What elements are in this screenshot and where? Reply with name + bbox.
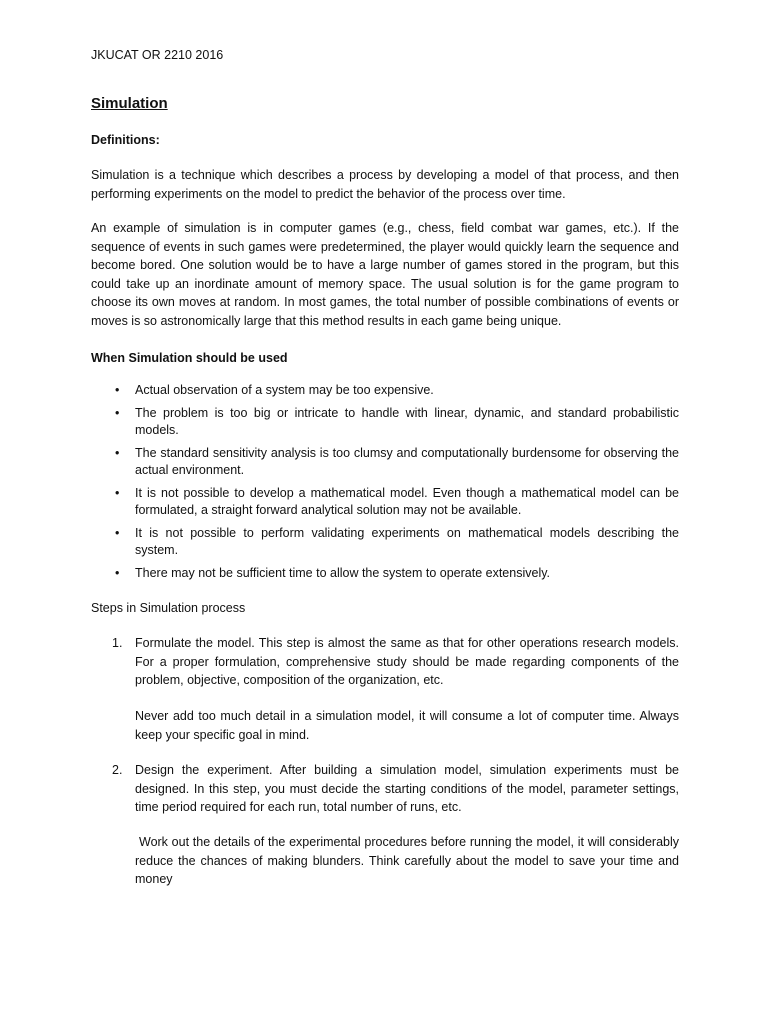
step-note-text: Work out the details of the experimental procedures before running the model, it will considerably reduce the chances of making blunders. Think carefully about the model to save your time and money [135, 835, 679, 886]
document-header-code: JKUCAT OR 2210 2016 [91, 48, 224, 62]
step-number: 1. [112, 636, 123, 650]
bullet-icon: • [115, 486, 120, 500]
list-item-text: The standard sensitivity analysis is too clumsy and computationally burdensome for observing the actual environment. [135, 446, 679, 477]
step-number: 2. [112, 763, 123, 777]
bullet-icon: • [115, 526, 120, 540]
list-item [91, 405, 679, 439]
step-note-text: Never add too much detail in a simulation model, it will consume a lot of computer time. Always keep your specific goal in mind. [135, 709, 679, 742]
list-item [91, 382, 679, 399]
list-item-text: Actual observation of a system may be too expensive. [135, 383, 434, 397]
when-used-list [91, 382, 679, 588]
definitions-heading: Definitions: [91, 133, 160, 147]
step-text: Design the experiment. After building a simulation model, simulation experiments must be designed. In this step, you must decide the starting conditions of the model, parameter settings, time period required for each run, total number of runs, etc. [135, 763, 679, 814]
page-title: Simulation [91, 95, 168, 112]
list-item [91, 445, 679, 479]
step-text: Formulate the model. This step is almost the same as that for other operations research models. For a proper formulation, comprehensive study should be made regarding components of the problem, objective, composition of the organization, etc. [135, 636, 679, 687]
list-item-text: There may not be sufficient time to allow the system to operate extensively. [135, 566, 551, 580]
list-item [91, 565, 679, 582]
example-paragraph: An example of simulation is in computer games (e.g., chess, field combat war games, etc.). If the sequence of events in such games were predetermined, the player would quickly learn the sequence and become bored. One solution would be to have a large number of games stored in the program, but this could take up an inordinate amount of memory space. The usual solution is for the game program to choose its own moves at random. In most games, the total number of possible combinations of events or moves is so astronomically large that this method results in each game being unique. [91, 221, 679, 328]
step-note-design [91, 833, 679, 889]
list-item [91, 485, 679, 519]
bullet-icon: • [115, 566, 120, 580]
list-item-text: It is not possible to develop a mathematical model. Even though a mathematical model can be formulated, a straight forward analytical solution may not be available. [135, 486, 679, 517]
step-item-formulate [91, 634, 679, 690]
bullet-icon: • [115, 383, 120, 397]
list-item-text: It is not possible to perform validating experiments on mathematical models describing the system. [135, 526, 679, 557]
list-item [91, 525, 679, 559]
step-note-formulate [91, 707, 679, 744]
bullet-icon: • [115, 446, 120, 460]
bullet-icon: • [115, 406, 120, 420]
list-item-text: The problem is too big or intricate to handle with linear, dynamic, and standard probabilistic models. [135, 406, 679, 437]
steps-heading: Steps in Simulation process [91, 601, 246, 615]
definition-paragraph: Simulation is a technique which describes a process by developing a model of that process, and then performing experiments on the model to predict the behavior of the process over time. [91, 168, 679, 201]
when-used-heading: When Simulation should be used [91, 351, 288, 365]
step-item-design [91, 761, 679, 817]
